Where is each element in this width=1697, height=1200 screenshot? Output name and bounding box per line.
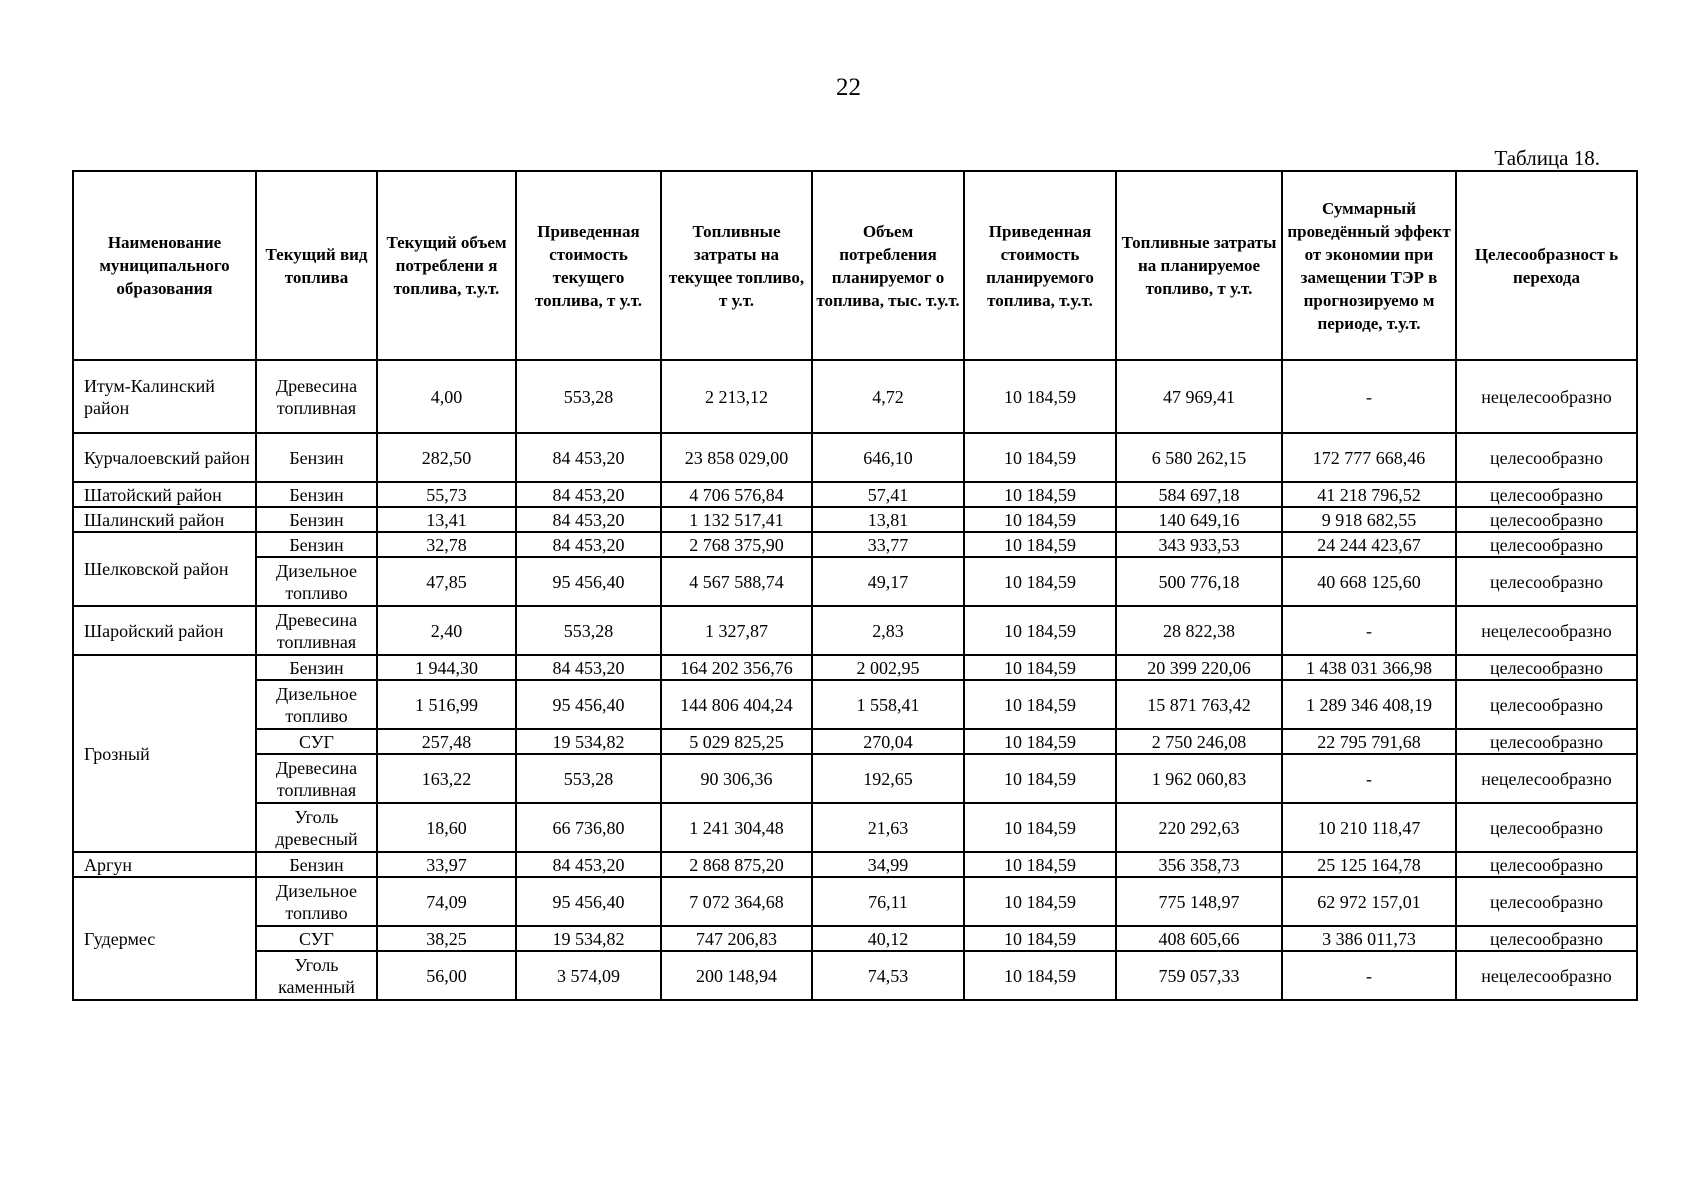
planned-expenses-cell: 47 969,41 xyxy=(1116,360,1282,433)
planned-cost-cell: 10 184,59 xyxy=(964,360,1116,433)
page-number: 22 xyxy=(836,74,861,101)
planned-volume-cell: 2 002,95 xyxy=(812,655,964,680)
effect-cell: - xyxy=(1282,754,1456,803)
planned-expenses-cell: 408 605,66 xyxy=(1116,926,1282,951)
feasibility-cell: целесообразно xyxy=(1456,557,1637,606)
current-cost-cell: 84 453,20 xyxy=(516,433,661,482)
planned-expenses-cell: 1 962 060,83 xyxy=(1116,754,1282,803)
effect-cell: 22 795 791,68 xyxy=(1282,729,1456,754)
planned-volume-cell: 34,99 xyxy=(812,852,964,877)
planned-volume-cell: 74,53 xyxy=(812,951,964,1000)
effect-cell: 9 918 682,55 xyxy=(1282,507,1456,532)
table-row xyxy=(73,877,1637,926)
fuel-cell: Бензин xyxy=(256,532,377,557)
current-volume-cell: 257,48 xyxy=(377,729,516,754)
feasibility-cell: нецелесообразно xyxy=(1456,951,1637,1000)
planned-expenses-cell: 343 933,53 xyxy=(1116,532,1282,557)
current-volume-cell: 32,78 xyxy=(377,532,516,557)
header-planned-volume: Объем потребления планируемог о топлива, тыс. т.у.т. xyxy=(812,171,964,360)
table-row xyxy=(73,680,1637,729)
effect-cell: - xyxy=(1282,606,1456,655)
effect-cell: 24 244 423,67 xyxy=(1282,532,1456,557)
fuel-cell: СУГ xyxy=(256,729,377,754)
fuel-cell: Дизельное топливо xyxy=(256,877,377,926)
table-body xyxy=(73,360,1637,1000)
planned-cost-cell: 10 184,59 xyxy=(964,926,1116,951)
header-current-cost: Приведенная стоимость текущего топлива, т у.т. xyxy=(516,171,661,360)
planned-expenses-cell: 28 822,38 xyxy=(1116,606,1282,655)
planned-expenses-cell: 2 750 246,08 xyxy=(1116,729,1282,754)
table-row xyxy=(73,951,1637,1000)
effect-cell: 172 777 668,46 xyxy=(1282,433,1456,482)
planned-expenses-cell: 500 776,18 xyxy=(1116,557,1282,606)
current-volume-cell: 55,73 xyxy=(377,482,516,507)
current-cost-cell: 553,28 xyxy=(516,606,661,655)
current-expenses-cell: 4 706 576,84 xyxy=(661,482,812,507)
feasibility-cell: целесообразно xyxy=(1456,926,1637,951)
planned-cost-cell: 10 184,59 xyxy=(964,606,1116,655)
header-municipality: Наименование муниципального образования xyxy=(73,171,256,360)
current-expenses-cell: 1 132 517,41 xyxy=(661,507,812,532)
planned-expenses-cell: 6 580 262,15 xyxy=(1116,433,1282,482)
effect-cell: 1 289 346 408,19 xyxy=(1282,680,1456,729)
fuel-cell: Древесина топливная xyxy=(256,606,377,655)
current-cost-cell: 553,28 xyxy=(516,360,661,433)
header-planned-expenses: Топливные затраты на планируемое топливо, т у.т. xyxy=(1116,171,1282,360)
current-volume-cell: 56,00 xyxy=(377,951,516,1000)
current-expenses-cell: 4 567 588,74 xyxy=(661,557,812,606)
table-row xyxy=(73,655,1637,680)
planned-cost-cell: 10 184,59 xyxy=(964,532,1116,557)
municipality-cell: Шатойский район xyxy=(73,482,256,507)
planned-cost-cell: 10 184,59 xyxy=(964,729,1116,754)
municipality-cell: Аргун xyxy=(73,852,256,877)
current-expenses-cell: 144 806 404,24 xyxy=(661,680,812,729)
planned-volume-cell: 57,41 xyxy=(812,482,964,507)
current-cost-cell: 95 456,40 xyxy=(516,680,661,729)
planned-cost-cell: 10 184,59 xyxy=(964,433,1116,482)
fuel-cell: Уголь каменный xyxy=(256,951,377,1000)
table-row xyxy=(73,433,1637,482)
planned-expenses-cell: 140 649,16 xyxy=(1116,507,1282,532)
planned-expenses-cell: 356 358,73 xyxy=(1116,852,1282,877)
current-volume-cell: 38,25 xyxy=(377,926,516,951)
current-cost-cell: 95 456,40 xyxy=(516,877,661,926)
feasibility-cell: целесообразно xyxy=(1456,729,1637,754)
planned-volume-cell: 646,10 xyxy=(812,433,964,482)
planned-expenses-cell: 775 148,97 xyxy=(1116,877,1282,926)
feasibility-cell: нецелесообразно xyxy=(1456,360,1637,433)
planned-cost-cell: 10 184,59 xyxy=(964,557,1116,606)
planned-volume-cell: 13,81 xyxy=(812,507,964,532)
planned-volume-cell: 270,04 xyxy=(812,729,964,754)
current-volume-cell: 13,41 xyxy=(377,507,516,532)
fuel-cell: Бензин xyxy=(256,482,377,507)
current-expenses-cell: 2 213,12 xyxy=(661,360,812,433)
current-cost-cell: 95 456,40 xyxy=(516,557,661,606)
planned-expenses-cell: 759 057,33 xyxy=(1116,951,1282,1000)
current-cost-cell: 84 453,20 xyxy=(516,507,661,532)
effect-cell: - xyxy=(1282,360,1456,433)
current-expenses-cell: 2 768 375,90 xyxy=(661,532,812,557)
planned-cost-cell: 10 184,59 xyxy=(964,852,1116,877)
planned-volume-cell: 33,77 xyxy=(812,532,964,557)
effect-cell: 25 125 164,78 xyxy=(1282,852,1456,877)
planned-volume-cell: 40,12 xyxy=(812,926,964,951)
fuel-cell: Уголь древесный xyxy=(256,803,377,852)
municipality-cell: Грозный xyxy=(73,655,256,852)
planned-cost-cell: 10 184,59 xyxy=(964,680,1116,729)
current-volume-cell: 1 944,30 xyxy=(377,655,516,680)
current-expenses-cell: 164 202 356,76 xyxy=(661,655,812,680)
current-volume-cell: 163,22 xyxy=(377,754,516,803)
header-planned-cost: Приведенная стоимость планируемого топлива, т.у.т. xyxy=(964,171,1116,360)
fuel-cell: Бензин xyxy=(256,655,377,680)
current-expenses-cell: 1 327,87 xyxy=(661,606,812,655)
municipality-cell: Гудермес xyxy=(73,877,256,1000)
municipality-cell: Курчалоевский район xyxy=(73,433,256,482)
planned-expenses-cell: 220 292,63 xyxy=(1116,803,1282,852)
planned-expenses-cell: 584 697,18 xyxy=(1116,482,1282,507)
feasibility-cell: целесообразно xyxy=(1456,433,1637,482)
feasibility-cell: нецелесообразно xyxy=(1456,606,1637,655)
table-row xyxy=(73,532,1637,557)
municipality-cell: Шалинский район xyxy=(73,507,256,532)
fuel-cell: Древесина топливная xyxy=(256,360,377,433)
current-cost-cell: 84 453,20 xyxy=(516,655,661,680)
current-volume-cell: 282,50 xyxy=(377,433,516,482)
fuel-cell: СУГ xyxy=(256,926,377,951)
fuel-cell: Бензин xyxy=(256,433,377,482)
planned-volume-cell: 4,72 xyxy=(812,360,964,433)
effect-cell: 62 972 157,01 xyxy=(1282,877,1456,926)
current-expenses-cell: 747 206,83 xyxy=(661,926,812,951)
effect-cell: 10 210 118,47 xyxy=(1282,803,1456,852)
current-volume-cell: 2,40 xyxy=(377,606,516,655)
current-volume-cell: 33,97 xyxy=(377,852,516,877)
current-volume-cell: 74,09 xyxy=(377,877,516,926)
fuel-cell: Дизельное топливо xyxy=(256,680,377,729)
municipality-cell: Итум-Калинский район xyxy=(73,360,256,433)
current-cost-cell: 3 574,09 xyxy=(516,951,661,1000)
planned-expenses-cell: 15 871 763,42 xyxy=(1116,680,1282,729)
feasibility-cell: целесообразно xyxy=(1456,532,1637,557)
planned-volume-cell: 192,65 xyxy=(812,754,964,803)
header-current-fuel-type: Текущий вид топлива xyxy=(256,171,377,360)
planned-cost-cell: 10 184,59 xyxy=(964,754,1116,803)
current-cost-cell: 19 534,82 xyxy=(516,926,661,951)
feasibility-cell: целесообразно xyxy=(1456,877,1637,926)
feasibility-cell: нецелесообразно xyxy=(1456,754,1637,803)
feasibility-cell: целесообразно xyxy=(1456,482,1637,507)
table-row xyxy=(73,606,1637,655)
feasibility-cell: целесообразно xyxy=(1456,680,1637,729)
planned-volume-cell: 76,11 xyxy=(812,877,964,926)
fuel-cell: Бензин xyxy=(256,507,377,532)
table-header-row xyxy=(73,171,1637,360)
current-cost-cell: 84 453,20 xyxy=(516,482,661,507)
table-row xyxy=(73,360,1637,433)
current-expenses-cell: 5 029 825,25 xyxy=(661,729,812,754)
planned-expenses-cell: 20 399 220,06 xyxy=(1116,655,1282,680)
planned-cost-cell: 10 184,59 xyxy=(964,877,1116,926)
header-feasibility: Целесообразност ь перехода xyxy=(1456,171,1637,360)
feasibility-cell: целесообразно xyxy=(1456,507,1637,532)
current-volume-cell: 4,00 xyxy=(377,360,516,433)
current-volume-cell: 1 516,99 xyxy=(377,680,516,729)
municipality-cell: Шелковской район xyxy=(73,532,256,606)
fuel-cell: Древесина топливная xyxy=(256,754,377,803)
planned-cost-cell: 10 184,59 xyxy=(964,803,1116,852)
planned-volume-cell: 49,17 xyxy=(812,557,964,606)
header-current-volume: Текущий объем потреблени я топлива, т.у.т. xyxy=(377,171,516,360)
table-row xyxy=(73,852,1637,877)
table-row xyxy=(73,507,1637,532)
current-cost-cell: 84 453,20 xyxy=(516,852,661,877)
current-cost-cell: 19 534,82 xyxy=(516,729,661,754)
fuel-comparison-table xyxy=(72,170,1638,1001)
planned-cost-cell: 10 184,59 xyxy=(964,655,1116,680)
table-row xyxy=(73,557,1637,606)
current-volume-cell: 18,60 xyxy=(377,803,516,852)
table-row xyxy=(73,754,1637,803)
planned-volume-cell: 2,83 xyxy=(812,606,964,655)
header-current-expenses: Топливные затраты на текущее топливо, т у.т. xyxy=(661,171,812,360)
effect-cell: 40 668 125,60 xyxy=(1282,557,1456,606)
header-total-effect: Суммарный проведённый эффект от экономии при замещении ТЭР в прогнозируемо м периоде, т.у.т. xyxy=(1282,171,1456,360)
table-caption: Таблица 18. xyxy=(1494,146,1600,170)
planned-volume-cell: 1 558,41 xyxy=(812,680,964,729)
current-volume-cell: 47,85 xyxy=(377,557,516,606)
feasibility-cell: целесообразно xyxy=(1456,655,1637,680)
planned-cost-cell: 10 184,59 xyxy=(964,951,1116,1000)
fuel-cell: Дизельное топливо xyxy=(256,557,377,606)
current-cost-cell: 84 453,20 xyxy=(516,532,661,557)
fuel-cell: Бензин xyxy=(256,852,377,877)
planned-volume-cell: 21,63 xyxy=(812,803,964,852)
current-cost-cell: 66 736,80 xyxy=(516,803,661,852)
current-expenses-cell: 1 241 304,48 xyxy=(661,803,812,852)
current-expenses-cell: 90 306,36 xyxy=(661,754,812,803)
table-row xyxy=(73,926,1637,951)
planned-cost-cell: 10 184,59 xyxy=(964,482,1116,507)
feasibility-cell: целесообразно xyxy=(1456,803,1637,852)
current-expenses-cell: 7 072 364,68 xyxy=(661,877,812,926)
current-expenses-cell: 200 148,94 xyxy=(661,951,812,1000)
effect-cell: 41 218 796,52 xyxy=(1282,482,1456,507)
feasibility-cell: целесообразно xyxy=(1456,852,1637,877)
effect-cell: - xyxy=(1282,951,1456,1000)
current-cost-cell: 553,28 xyxy=(516,754,661,803)
municipality-cell: Шаройский район xyxy=(73,606,256,655)
current-expenses-cell: 2 868 875,20 xyxy=(661,852,812,877)
effect-cell: 1 438 031 366,98 xyxy=(1282,655,1456,680)
current-expenses-cell: 23 858 029,00 xyxy=(661,433,812,482)
table-row xyxy=(73,729,1637,754)
effect-cell: 3 386 011,73 xyxy=(1282,926,1456,951)
table-row xyxy=(73,803,1637,852)
table-row xyxy=(73,482,1637,507)
planned-cost-cell: 10 184,59 xyxy=(964,507,1116,532)
